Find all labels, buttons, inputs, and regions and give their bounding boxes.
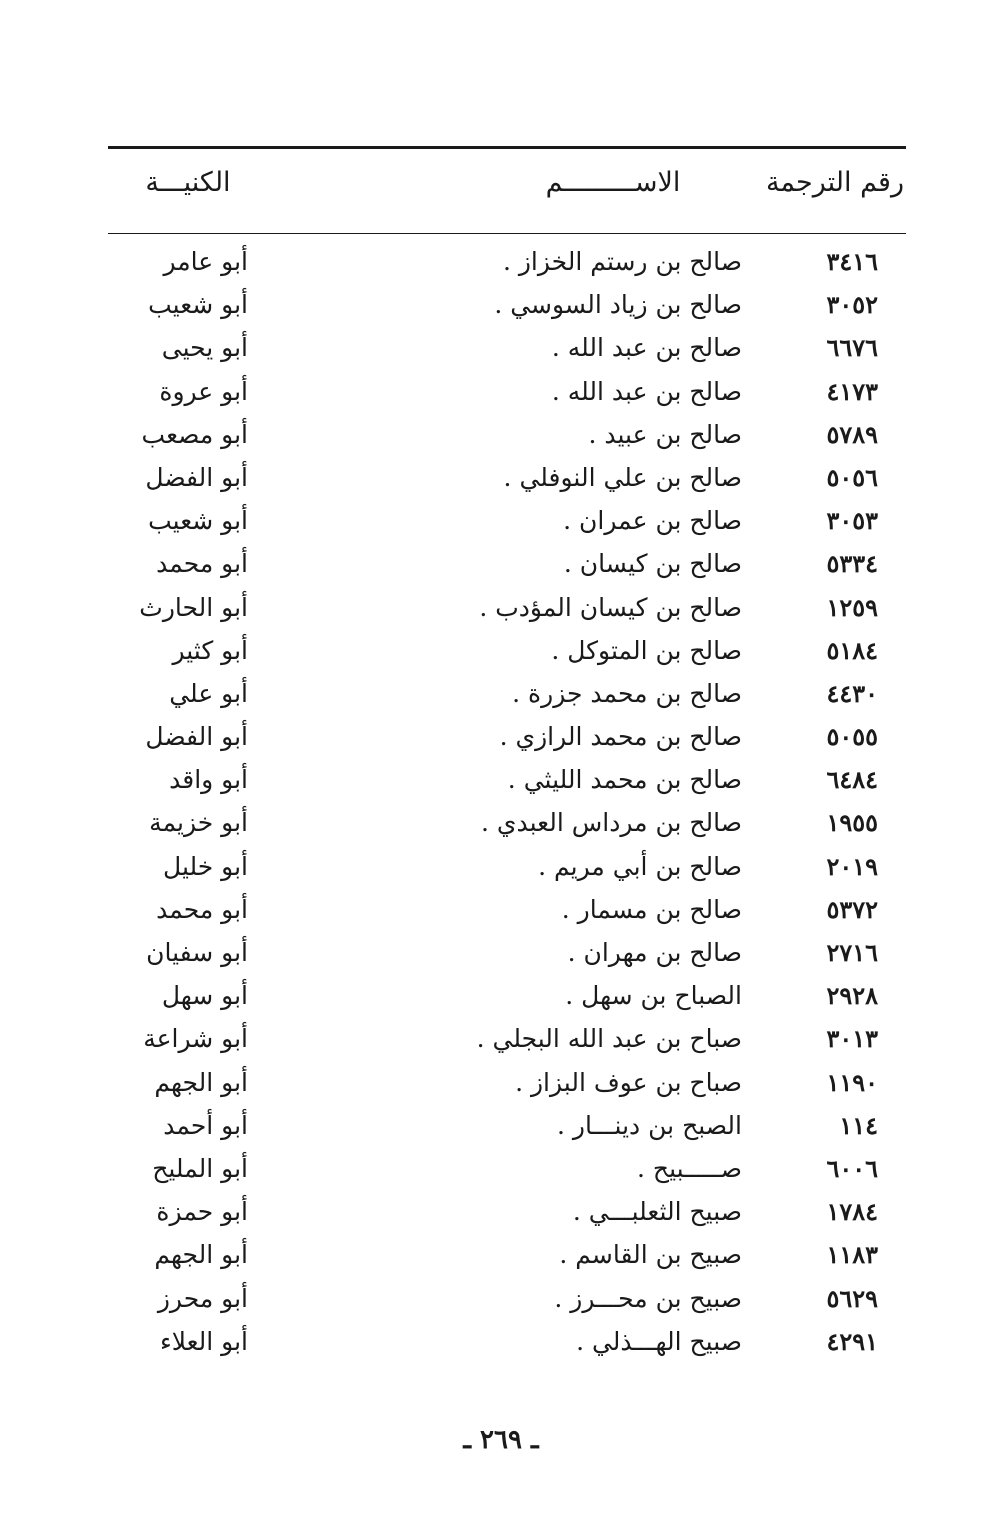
entry-number: ٥٣٧٢ <box>826 894 878 924</box>
entry-name: صالح بن زياد السوسي . <box>494 290 742 320</box>
entry-kunya: أبو محمد <box>156 894 248 924</box>
entry-kunya: أبو كثير <box>172 635 248 665</box>
entry-name: الصباح بن سهل . <box>565 981 742 1011</box>
entry-number: ٥٧٨٩ <box>826 419 878 449</box>
table-row <box>108 240 906 283</box>
entry-name: صالح بن المتوكل . <box>551 635 742 665</box>
entry-name: صباح بن عوف البزاز . <box>515 1067 742 1097</box>
entry-number: ١١٨٣ <box>826 1240 878 1270</box>
entry-name: صالح بن محمد الليثي . <box>507 765 742 795</box>
entry-kunya: أبو واقد <box>169 765 248 795</box>
entry-name: صالح بن مهران . <box>567 938 742 967</box>
entry-name: صباح بن عبد الله البجلي . <box>476 1024 742 1054</box>
table-row <box>108 1190 906 1233</box>
entry-number: ١١٤ <box>839 1110 878 1140</box>
header-number: رقم الترجمة <box>765 167 904 198</box>
table-row <box>108 1233 906 1276</box>
table-row <box>108 758 906 801</box>
entry-name: صالح بن عمران . <box>563 506 742 536</box>
entry-kunya: أبو المليح <box>152 1153 248 1183</box>
table-body <box>108 240 906 1363</box>
entry-name: صـــــبيح . <box>637 1153 742 1183</box>
entry-kunya: أبو الجهم <box>154 1067 248 1097</box>
entry-kunya: أبو محمد <box>156 549 248 579</box>
entry-kunya: أبو عروة <box>159 376 248 406</box>
entry-kunya: أبو عامر <box>163 247 248 276</box>
table-row <box>108 1061 906 1104</box>
entry-number: ٤٢٩١ <box>826 1326 878 1356</box>
entry-name: صالح بن كيسان المؤدب . <box>479 592 742 622</box>
table-row <box>108 499 906 542</box>
entry-kunya: أبو الجهم <box>154 1240 248 1270</box>
entry-kunya: أبو حمزة <box>156 1197 248 1227</box>
page-number: ـ ٢٦٩ ـ <box>463 1425 539 1455</box>
entry-kunya: أبو الحارث <box>139 592 248 622</box>
entry-number: ٢٠١٩ <box>826 851 878 881</box>
entry-name: صالح بن مسمار . <box>561 894 742 924</box>
entry-name: صالح بن رستم الخزاز . <box>502 247 742 276</box>
entry-name: صبيح بن القاسم . <box>559 1240 742 1270</box>
entry-name: الصبح بن دينـــار . <box>557 1110 742 1140</box>
header-rule <box>108 233 906 234</box>
entry-name: صالح بن علي النوفلي . <box>503 462 742 492</box>
entry-number: ٤١٧٣ <box>826 376 878 406</box>
entry-kunya: أبو سفيان <box>146 938 248 967</box>
table-row <box>108 283 906 326</box>
entry-kunya: أبو سهل <box>161 981 248 1011</box>
entry-number: ٣٠١٣ <box>826 1024 878 1054</box>
entry-name: صالح بن محمد جزرة . <box>512 678 742 708</box>
table-row <box>108 1147 906 1190</box>
entry-kunya: أبو الفضل <box>145 722 248 752</box>
entry-number: ١١٩٠ <box>826 1067 878 1097</box>
entry-name: صالح بن أبي مريم . <box>538 851 742 881</box>
table-header <box>108 160 906 220</box>
header-name: الاســـــــــم <box>545 167 681 198</box>
entry-number: ٤٤٣٠ <box>826 678 878 708</box>
header-kunya: الكنيـــة <box>145 167 231 198</box>
entry-kunya: أبو محرز <box>157 1283 248 1313</box>
entry-number: ٥١٨٤ <box>826 635 878 665</box>
entry-kunya: أبو مصعب <box>141 419 248 449</box>
entry-number: ٣٠٥٢ <box>826 290 878 320</box>
table-row <box>108 370 906 413</box>
entry-name: صبيح الثعلبـــي . <box>572 1197 742 1227</box>
entry-number: ٢٩٢٨ <box>826 981 878 1011</box>
entry-kunya: أبو العلاء <box>159 1326 248 1356</box>
entry-kunya: أبو يحيى <box>161 333 248 363</box>
entry-kunya: أبو خزيمة <box>149 808 248 838</box>
table-row <box>108 672 906 715</box>
entry-number: ٥٠٥٥ <box>826 722 878 752</box>
table-row <box>108 629 906 672</box>
entry-name: صالح بن محمد الرازي . <box>499 722 742 752</box>
entry-number: ٣٤١٦ <box>826 247 878 276</box>
entry-number: ٢٧١٦ <box>826 938 878 967</box>
entry-name: صالح بن عبيد . <box>588 419 742 449</box>
table-row <box>108 1320 906 1363</box>
entry-kunya: أبو شعيب <box>148 290 248 320</box>
entry-number: ١٢٥٩ <box>826 592 878 622</box>
entry-kunya: أبو شعيب <box>148 506 248 536</box>
entry-kunya: أبو شراعة <box>143 1024 248 1054</box>
entry-number: ٥٣٣٤ <box>826 549 878 579</box>
entry-name: صالح بن عبد الله . <box>551 333 742 363</box>
entry-number: ١٩٥٥ <box>826 808 878 838</box>
table-row <box>108 1277 906 1320</box>
entry-number: ٥٦٢٩ <box>826 1283 878 1313</box>
table-row <box>108 326 906 369</box>
table-row <box>108 801 906 844</box>
entry-kunya: أبو علي <box>169 678 248 708</box>
entry-name: صالح بن مرداس العبدي . <box>481 808 742 838</box>
table-row <box>108 1104 906 1147</box>
table-row <box>108 413 906 456</box>
table-row <box>108 888 906 931</box>
table-row <box>108 586 906 629</box>
table-row <box>108 1017 906 1060</box>
entry-number: ٣٠٥٣ <box>826 506 878 536</box>
entry-name: صبيح الهـــذلي . <box>576 1326 742 1356</box>
table-row <box>108 845 906 888</box>
entry-number: ١٧٨٤ <box>826 1197 878 1227</box>
top-rule <box>108 146 906 149</box>
table-row <box>108 456 906 499</box>
table-row <box>108 715 906 758</box>
entry-kunya: أبو أحمد <box>163 1110 248 1140</box>
entry-number: ٦٦٧٦ <box>826 333 878 363</box>
entry-number: ٦٠٠٦ <box>826 1153 878 1183</box>
table-row <box>108 931 906 974</box>
table-row <box>108 542 906 585</box>
entry-name: صالح بن كيسان . <box>563 549 742 579</box>
entry-number: ٥٠٥٦ <box>826 462 878 492</box>
entry-name: صبيح بن محـــرز . <box>554 1283 742 1313</box>
entry-kunya: أبو خليل <box>163 851 248 881</box>
entry-kunya: أبو الفضل <box>145 462 248 492</box>
entry-number: ٦٤٨٤ <box>826 765 878 795</box>
entry-name: صالح بن عبد الله . <box>551 376 742 406</box>
table-row <box>108 974 906 1017</box>
